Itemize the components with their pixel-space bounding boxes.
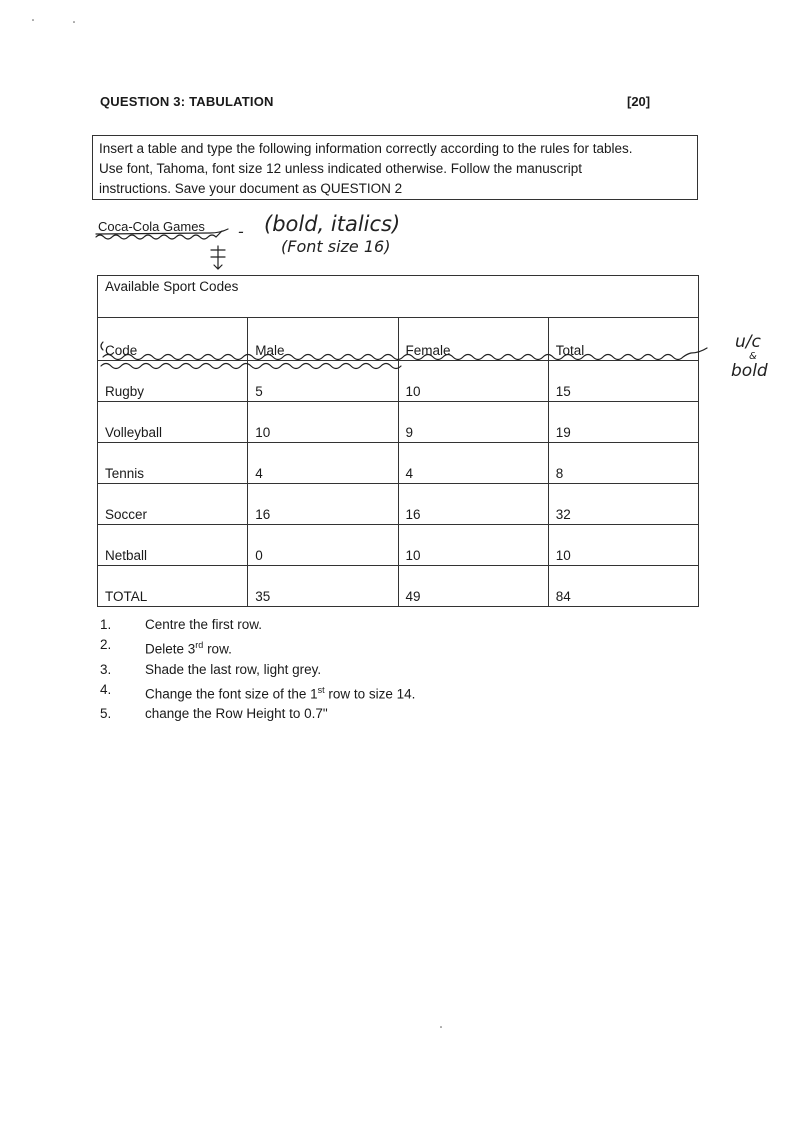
table-caption-cell: Available Sport Codes — [98, 276, 699, 318]
scan-speck — [73, 21, 75, 23]
list-item-text-part: Delete 3 — [145, 641, 196, 657]
header-cell: Female — [398, 318, 548, 361]
instruction-notes-list — [100, 615, 415, 724]
ordinal-superscript: st — [317, 684, 325, 695]
table-cell: 32 — [548, 484, 698, 525]
table-cell: 0 — [248, 525, 398, 566]
total-cell: 84 — [548, 566, 698, 607]
table-cell: Netball — [98, 525, 248, 566]
list-item-text-part: Change the font size of the 1 — [145, 686, 318, 701]
table-row — [98, 402, 699, 443]
list-item — [100, 660, 415, 680]
list-item-text: change the Row Height to 0.7" — [145, 706, 328, 721]
handwritten-dash: - — [238, 222, 244, 241]
list-item-text: Centre the first row. — [145, 617, 263, 632]
handwritten-uc-note: u/c — [735, 332, 761, 352]
table-cell: Volleyball — [98, 402, 248, 443]
table-cell: 4 — [248, 443, 398, 484]
table-cell: 10 — [248, 402, 398, 443]
total-cell: 49 — [398, 566, 548, 607]
instruction-line: Insert a table and type the following information correctly according to the rules for tables. — [99, 141, 633, 156]
list-item-number: 2. — [100, 637, 112, 652]
header-cell: Male — [248, 318, 398, 361]
list-item-text-part: row to size 14. — [324, 686, 416, 701]
table-row — [98, 443, 699, 484]
table-cell: 10 — [398, 525, 548, 566]
list-item-text — [145, 680, 415, 705]
handwritten-title-note: (bold, italics) — [264, 212, 401, 236]
instructions-box — [92, 135, 698, 200]
handwritten-font-size-note: (Font size 16) — [281, 237, 391, 256]
list-item-number: 3. — [100, 661, 112, 677]
list-item-number: 4. — [100, 681, 112, 697]
header-cell: Code — [98, 318, 248, 361]
scan-speck — [440, 1026, 442, 1028]
list-item-number: 1. — [100, 617, 112, 632]
table-title: Coca-Cola Games — [98, 219, 205, 234]
table-row — [98, 484, 699, 525]
total-cell: TOTAL — [98, 566, 248, 607]
list-item-number: 5. — [100, 706, 112, 721]
table-cell: 16 — [398, 484, 548, 525]
table-cell: 10 — [548, 525, 698, 566]
table-cell: 4 — [398, 443, 548, 484]
table-cell: 9 — [398, 402, 548, 443]
question-marks: [20] — [627, 94, 651, 109]
table-cell: 8 — [548, 443, 698, 484]
list-item — [100, 615, 415, 635]
instruction-line: instructions. Save your document as QUESTION 2 — [99, 181, 403, 196]
new-paragraph-mark — [211, 246, 225, 269]
table-cell: 5 — [248, 361, 398, 402]
list-item — [100, 704, 415, 724]
question-heading: QUESTION 3: TABULATION — [100, 94, 274, 109]
scan-speck — [32, 19, 34, 21]
table-cell: 16 — [248, 484, 398, 525]
table-cell: Soccer — [98, 484, 248, 525]
table-cell: Tennis — [98, 443, 248, 484]
list-item — [100, 680, 415, 705]
list-item-text: Shade the last row, light grey. — [145, 661, 322, 677]
table-cell: 15 — [548, 361, 698, 402]
ordinal-superscript: rd — [195, 640, 204, 650]
handwritten-bold-note: bold — [731, 361, 768, 381]
table-header-row — [98, 318, 699, 361]
table-total-row — [98, 566, 699, 607]
table-row — [98, 525, 699, 566]
table-row — [98, 361, 699, 402]
table-cell: 19 — [548, 402, 698, 443]
list-item-text-part: row. — [203, 641, 232, 657]
table-cell: Rugby — [98, 361, 248, 402]
instruction-line: Use font, Tahoma, font size 12 unless indicated otherwise. Follow the manuscript — [99, 161, 583, 176]
handwritten-ampersand: & — [749, 351, 757, 362]
list-item — [100, 635, 415, 660]
header-cell: Total — [548, 318, 698, 361]
list-item-text — [145, 635, 232, 660]
sport-codes-table — [97, 275, 699, 607]
table-caption-row — [98, 276, 699, 318]
total-cell: 35 — [248, 566, 398, 607]
table-cell: 10 — [398, 361, 548, 402]
